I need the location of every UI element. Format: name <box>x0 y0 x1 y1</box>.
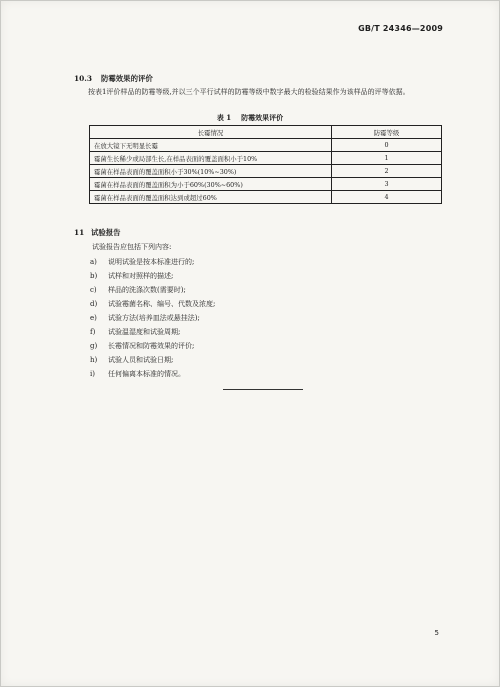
list-item <box>90 269 215 283</box>
table-header-grade: 防霉等级 <box>332 126 442 139</box>
table-row <box>90 139 442 152</box>
table-cell-condition: 霉菌在样品表面的覆盖面积小于30%(10%~30%) <box>90 165 332 178</box>
list-item <box>90 297 215 311</box>
section-title: 防霉效果的评价 <box>101 74 153 83</box>
mold-evaluation-table <box>89 125 442 204</box>
list-item-marker: f) <box>90 328 96 336</box>
table-header-row <box>90 126 442 139</box>
table-cell-grade: 3 <box>332 178 442 191</box>
list-item-text: 试验方法(培养皿法或悬挂法); <box>108 314 200 322</box>
table-row <box>90 191 442 204</box>
list-item-marker: e) <box>90 314 97 322</box>
section-number: 11 <box>74 228 85 237</box>
section-10-3-paragraph: 按表1评价样品的防霉等级,并以三个平行试样的防霉等级中数字最大的检验结果作为该样品的评等依据。 <box>88 88 410 96</box>
report-items-list <box>90 255 215 381</box>
list-item <box>90 367 215 381</box>
table-row <box>90 178 442 191</box>
table-cell-grade: 2 <box>332 165 442 178</box>
list-item-text: 任何偏离本标准的情况。 <box>108 370 185 378</box>
table-cell-condition: 霉菌在样品表面的覆盖面积为小于60%(30%~60%) <box>90 178 332 191</box>
table-caption-number: 表 1 <box>216 113 232 122</box>
table-header-condition: 长霉情况 <box>90 126 332 139</box>
table-cell-condition: 霉菌生长稀少或局部生长,在样品表面的覆盖面积小于10% <box>90 152 332 165</box>
list-item-text: 试验霉菌名称、编号、代数及浓度; <box>108 300 216 308</box>
list-item-marker: b) <box>90 272 98 280</box>
list-item <box>90 255 215 269</box>
list-item <box>90 283 215 297</box>
page-number: 5 <box>434 629 439 637</box>
list-item-text: 长霉情况和防霉效果的评价; <box>108 342 195 350</box>
list-item <box>90 353 215 367</box>
table-cell-condition: 在放大镜下无明显长霉 <box>90 139 332 152</box>
list-item <box>90 311 215 325</box>
list-item-marker: a) <box>90 258 97 266</box>
table-caption-title: 防霉效果评价 <box>241 113 284 122</box>
section-10-3-heading <box>74 73 153 84</box>
list-item-text: 试样和对照样的描述; <box>108 272 174 280</box>
list-item <box>90 325 215 339</box>
section-11-heading <box>74 227 121 238</box>
table-cell-grade: 1 <box>332 152 442 165</box>
list-item-marker: h) <box>90 356 98 364</box>
list-item-text: 样品的洗涤次数(需要时); <box>108 286 186 294</box>
list-item-text: 试验人员和试验日期; <box>108 356 174 364</box>
end-of-standard-rule <box>223 389 303 390</box>
standard-code: GB/T 24346—2009 <box>358 24 443 33</box>
list-item-marker: d) <box>90 300 98 308</box>
table-caption <box>1 113 499 123</box>
report-intro: 试验报告应包括下列内容: <box>92 243 172 251</box>
section-title: 试验报告 <box>91 228 121 237</box>
table-cell-condition: 霉菌在样品表面的覆盖面积达到或超过60% <box>90 191 332 204</box>
list-item-marker: c) <box>90 286 97 294</box>
list-item <box>90 339 215 353</box>
section-number: 10.3 <box>74 74 93 83</box>
table-row <box>90 152 442 165</box>
table-cell-grade: 0 <box>332 139 442 152</box>
list-item-marker: g) <box>90 342 98 350</box>
list-item-marker: i) <box>90 370 95 378</box>
list-item-text: 试验温湿度和试验周期; <box>108 328 181 336</box>
table-cell-grade: 4 <box>332 191 442 204</box>
list-item-text: 说明试验是按本标准进行的; <box>108 258 195 266</box>
table-row <box>90 165 442 178</box>
